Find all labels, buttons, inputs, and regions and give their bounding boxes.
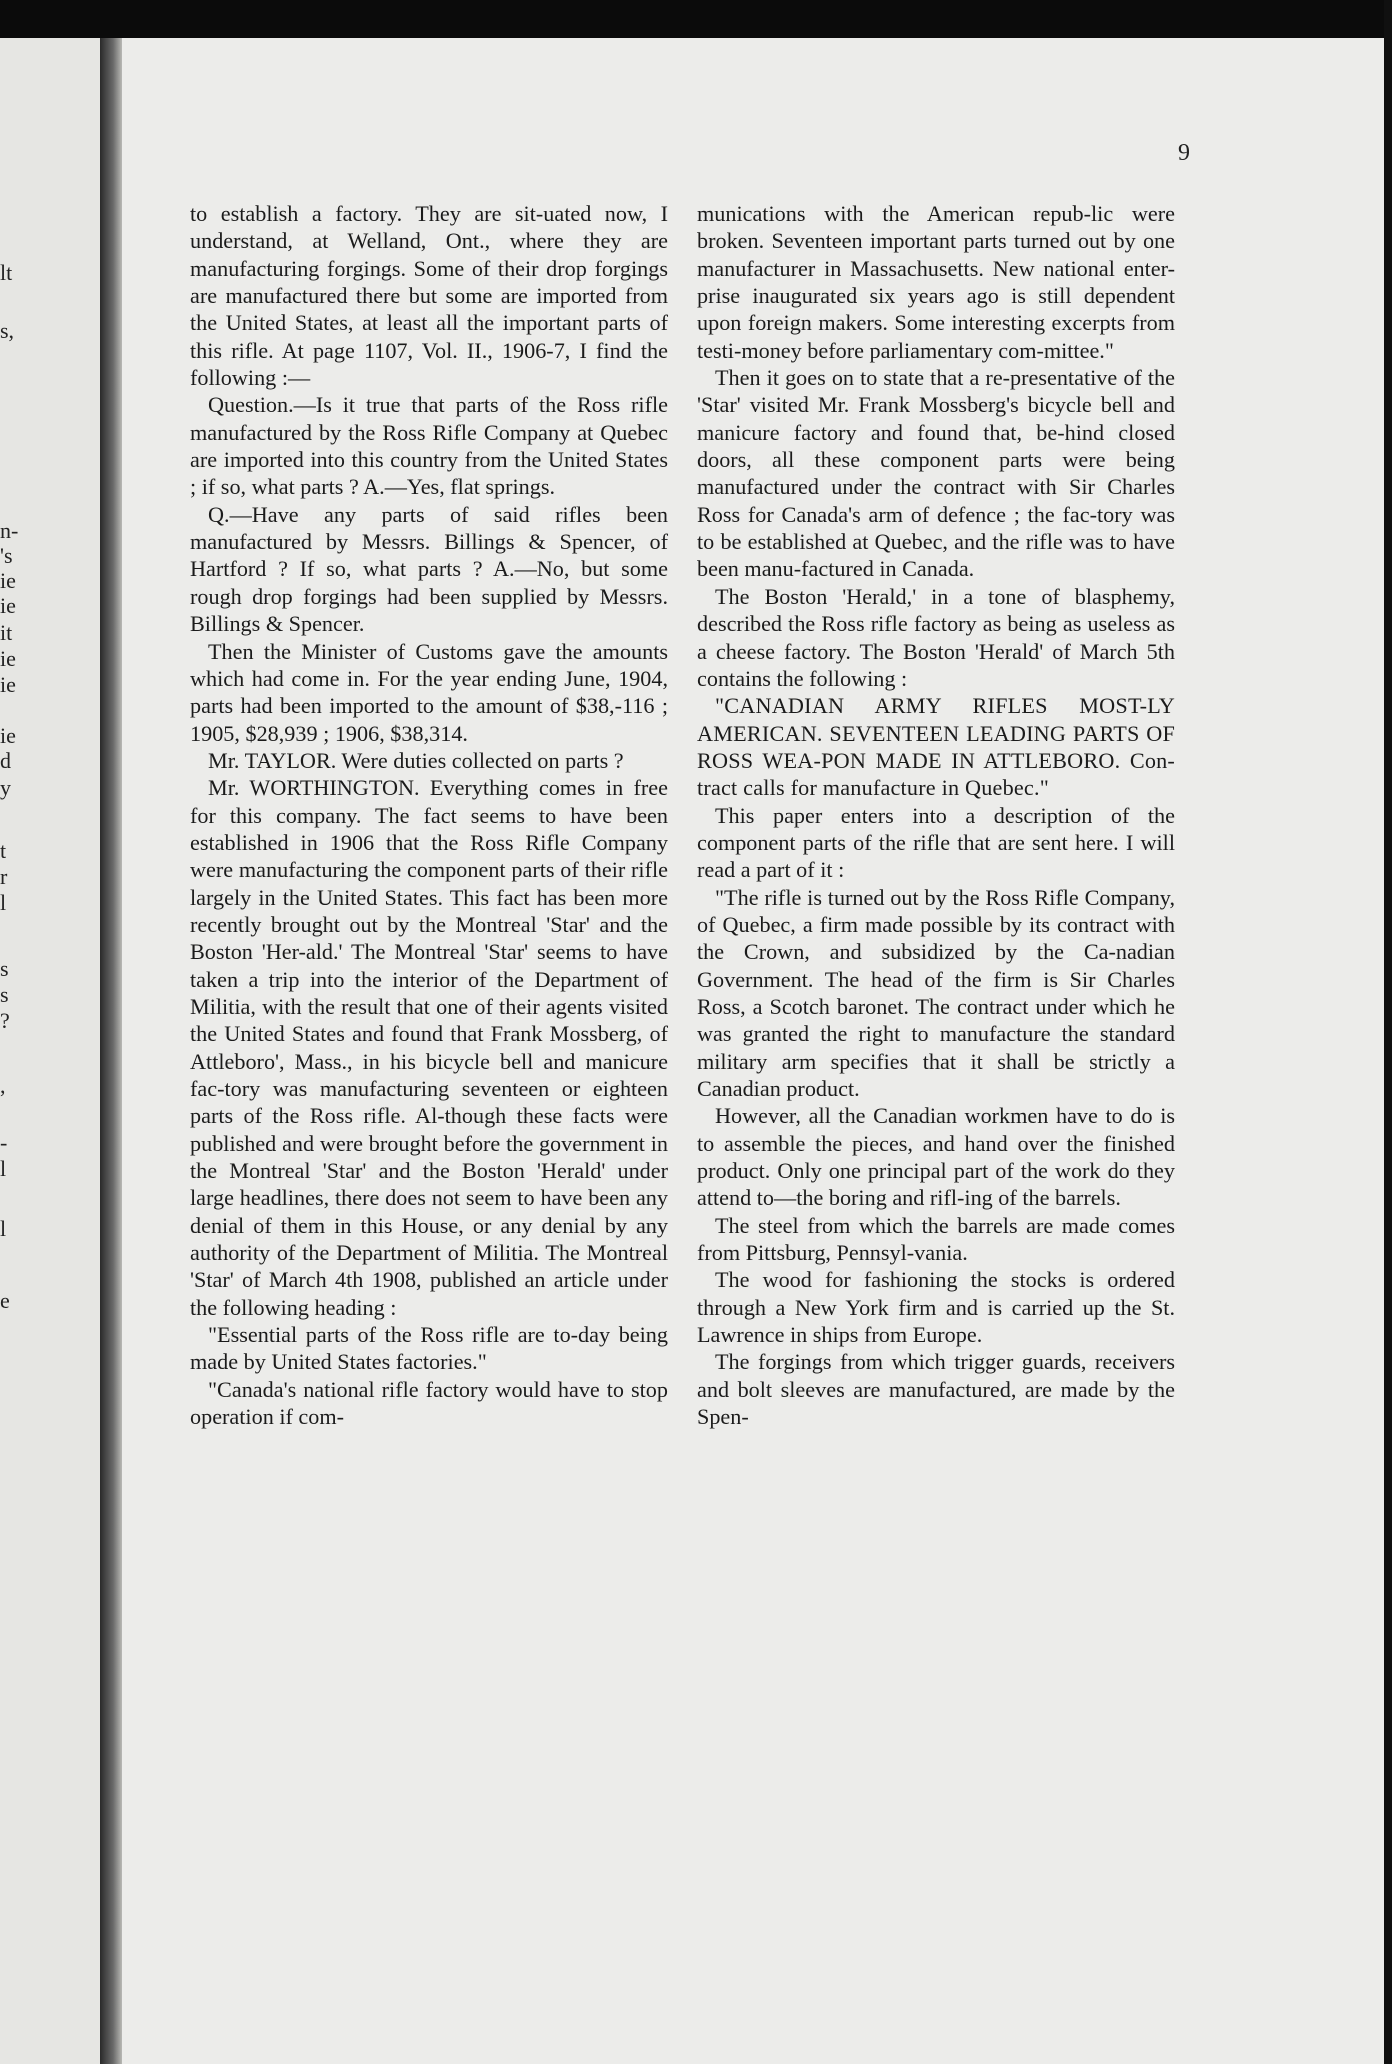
paragraph: The steel from which the barrels are made comes from Pittsburg, Pennsyl-vania.	[697, 1212, 1175, 1266]
book-gutter-shadow	[100, 38, 122, 2064]
paragraph: The forgings from which trigger guards, receivers and bolt sleeves are manufactured, are made by the Spen-	[697, 1349, 1175, 1430]
left-text-column	[190, 200, 668, 1430]
right-text-column	[697, 200, 1175, 1430]
margin-fragment: ie	[0, 723, 16, 748]
margin-fragment: e	[0, 1288, 10, 1313]
margin-fragment: ?	[0, 1008, 10, 1033]
margin-fragment: y	[0, 775, 11, 800]
margin-fragment: ie	[0, 593, 16, 618]
paragraph: This paper enters into a description of the component parts of the rifle that are sent here. I will read a part of it :	[697, 802, 1175, 883]
paragraph: "Essential parts of the Ross rifle are to-day being made by United States factories."	[190, 1322, 668, 1375]
page-number: 9	[1178, 140, 1190, 166]
paragraph: The wood for fashioning the stocks is ordered through a New York firm and is carried up the St. Lawrence in ships from Europe.	[697, 1267, 1175, 1348]
margin-fragment: d	[0, 748, 11, 773]
paragraph: "Canada's national rifle factory would have to stop operation if com-	[190, 1376, 668, 1430]
paragraph: Q.—Have any parts of said rifles been manufactured by Messrs. Billings & Spencer, of Hartford ? If so, what parts ? A.—No, but some rough drop forgings had been supplied by Messrs. Billings & Spencer.	[190, 501, 668, 637]
margin-fragment: s	[0, 982, 9, 1007]
margin-fragment: it	[0, 620, 13, 645]
margin-fragment: r	[0, 864, 8, 889]
paragraph: to establish a factory. They are sit-uated now, I understand, at Welland, Ont., where they are manufacturing forgings. Some of their drop forgings are manufactured there but some are imported from the United States, at least all the important parts of this rifle. At page 1107, Vol. II., 1906-7, I find the following :—	[190, 201, 668, 391]
margin-fragment: lt	[0, 260, 13, 285]
paragraph: Mr. TAYLOR. Were duties collected on parts ?	[208, 747, 624, 773]
margin-fragment: s	[0, 956, 9, 981]
margin-fragment: ie	[0, 672, 16, 697]
facing-page-edge	[0, 38, 100, 2064]
paragraph: "CANADIAN ARMY RIFLES MOST-LY AMERICAN. SEVENTEEN LEADING PARTS OF ROSS WEA-PON MADE IN ATTLEBORO. Con-tract calls for manufacture in Quebec."	[697, 693, 1175, 801]
margin-fragment: ,	[0, 1073, 6, 1098]
margin-fragment: 's	[0, 543, 13, 568]
paragraph: Then it goes on to state that a re-presentative of the 'Star' visited Mr. Frank Mossberg's bicycle bell and manicure factory and found that, be-hind closed doors, all these component parts were being manufactured under the contract with Sir Charles Ross for Canada's arm of defence ; the fac-tory was to be established at Quebec, and the rifle was to have been manu-factured in Canada.	[697, 365, 1175, 582]
scan-top-border	[0, 0, 1392, 38]
scan-right-border	[1384, 0, 1392, 2064]
paragraph: "The rifle is turned out by the Ross Rifle Company, of Quebec, a firm made possible by its contract with the Crown, and subsidized by the Ca-nadian Government. The head of the firm is Sir Charles Ross, a Scotch baronet. The contract under which he was granted the right to manufacture the standard military arm specifies that it shall be strictly a Canadian product.	[697, 884, 1175, 1101]
paragraph: Then the Minister of Customs gave the amounts which had come in. For the year ending June, 1904, parts had been imported to the amount of $38,-116 ; 1905, $28,939 ; 1906, $38,314.	[190, 638, 668, 746]
margin-fragment: ie	[0, 568, 16, 593]
margin-fragment: ie	[0, 646, 16, 671]
paragraph: munications with the American repub-lic were broken. Seventeen important parts turned out by one manufacturer in Massachusetts. New national enter-prise inaugurated six years ago is still dependent upon foreign makers. Some interesting excerpts from testi-money before parliamentary com-mittee."	[697, 201, 1175, 363]
margin-fragment: l	[0, 1216, 7, 1241]
margin-fragment: n-	[0, 518, 19, 543]
margin-fragment: l	[0, 1156, 7, 1181]
margin-fragment: l	[0, 890, 7, 915]
paragraph: Mr. WORTHINGTON. Everything comes in free for this company. The fact seems to have been established in 1906 that the Ross Rifle Company were manufacturing the component parts of their rifle largely in the United States. This fact has been more recently brought out by the Montreal 'Star' and the Boston 'Her-ald.' The Montreal 'Star' seems to have taken a trip into the interior of the Department of Militia, with the result that one of their agents visited the United States and found that Frank Mossberg, of Attleboro', Mass., in his bicycle bell and manicure fac-tory was manufacturing seventeen or eighteen parts of the Ross rifle. Al-though these facts were published and were brought before the government in the Montreal 'Star' and the Boston 'Herald' under large headlines, there does not seem to have been any denial of them in this House, or any denial by any authority of the Department of Militia. The Montreal 'Star' of March 4th 1908, published an article under the following heading :	[190, 775, 668, 1320]
margin-fragment: -	[0, 1130, 8, 1155]
paragraph: However, all the Canadian workmen have to do is to assemble the pieces, and hand over the finished product. Only one principal part of the work do they attend to—the boring and rifl-ing of the barrels.	[697, 1103, 1175, 1211]
paragraph: Question.—Is it true that parts of the Ross rifle manufactured by the Ross Rifle Company at Quebec are imported into this country from the United States ; if so, what parts ? A.—Yes, flat springs.	[190, 392, 668, 500]
paragraph: The Boston 'Herald,' in a tone of blasphemy, described the Ross rifle factory as being as useless as a cheese factory. The Boston 'Herald' of March 5th contains the following :	[697, 583, 1175, 691]
margin-fragment: s,	[0, 318, 15, 343]
margin-fragment: t	[0, 838, 7, 863]
